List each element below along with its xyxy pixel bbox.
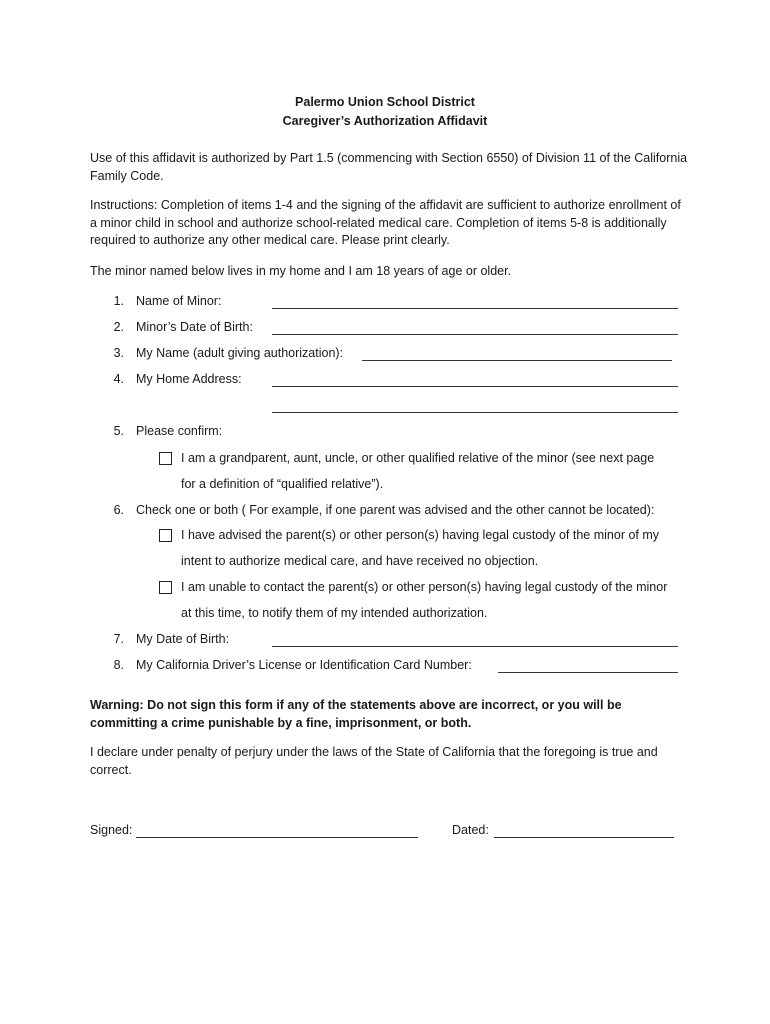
- authorization-paragraph: Use of this affidavit is authorized by Part 1.5 (commencing with Section 6550) of Division 11 of the California Family Code.: [90, 151, 688, 183]
- item-1-label: Name of Minor:: [136, 294, 222, 308]
- item-5-number: 5.: [113, 424, 124, 438]
- qualified-relative-checkbox[interactable]: [159, 452, 172, 465]
- item-6-label: Check one or both ( For example, if one parent was advised and the other cannot be located):: [136, 503, 655, 517]
- name-of-minor-field[interactable]: [272, 308, 678, 309]
- instructions-paragraph: Instructions: Completion of items 1-4 and the signing of the affidavit are sufficient to authorize enrollment of a minor child in school and authorize school-related medical care. Completion of items 5-8 is additionally required to authorize any other medical care. Please print clearly.: [90, 198, 681, 247]
- item-7-number: 7.: [113, 632, 124, 646]
- item-5-label: Please confirm:: [136, 424, 223, 438]
- advised-parents-text-line-2: intent to authorize medical care, and have received no objection.: [181, 554, 539, 568]
- unable-to-contact-text-line-1: I am unable to contact the parent(s) or other person(s) having legal custody of the minor: [181, 580, 668, 594]
- license-number-field[interactable]: [498, 672, 678, 673]
- perjury-declaration: I declare under penalty of perjury under the laws of the State of California that the foregoing is true and correct.: [90, 745, 658, 777]
- item-4-label: My Home Address:: [136, 372, 242, 386]
- item-8-label: My California Driver’s License or Identification Card Number:: [136, 658, 472, 672]
- qualified-relative-text-line-2: for a definition of “qualified relative”).: [181, 477, 384, 491]
- minor-dob-field[interactable]: [272, 334, 678, 335]
- dated-label: Dated:: [452, 823, 489, 837]
- home-address-field-line-1[interactable]: [272, 386, 678, 387]
- warning-text: Warning: Do not sign this form if any of the statements above are incorrect, or you will be committing a crime punishable by a fine, imprisonment, or both.: [90, 698, 622, 730]
- home-address-field-line-2[interactable]: [272, 412, 678, 413]
- signature-field[interactable]: [136, 837, 418, 838]
- item-2-label: Minor’s Date of Birth:: [136, 320, 253, 334]
- item-2-number: 2.: [113, 320, 124, 334]
- my-name-field[interactable]: [362, 360, 672, 361]
- item-8-number: 8.: [113, 658, 124, 672]
- residence-statement: The minor named below lives in my home and I am 18 years of age or older.: [90, 264, 512, 278]
- qualified-relative-text-line-1: I am a grandparent, aunt, uncle, or other qualified relative of the minor (see next page: [181, 451, 655, 465]
- unable-to-contact-text-line-2: at this time, to notify them of my intended authorization.: [181, 606, 488, 620]
- item-3-number: 3.: [113, 346, 124, 360]
- item-3-label: My Name (adult giving authorization):: [136, 346, 344, 360]
- signed-label: Signed:: [90, 823, 133, 837]
- form-title: Caregiver’s Authorization Affidavit: [282, 114, 488, 128]
- item-1-number: 1.: [113, 294, 124, 308]
- item-7-label: My Date of Birth:: [136, 632, 230, 646]
- item-6-number: 6.: [113, 503, 124, 517]
- unable-to-contact-checkbox[interactable]: [159, 581, 172, 594]
- item-4-number: 4.: [113, 372, 124, 386]
- my-dob-field[interactable]: [272, 646, 678, 647]
- advised-parents-checkbox[interactable]: [159, 529, 172, 542]
- district-name: Palermo Union School District: [295, 95, 475, 109]
- date-field[interactable]: [494, 837, 674, 838]
- advised-parents-text-line-1: I have advised the parent(s) or other person(s) having legal custody of the minor of my: [181, 528, 660, 542]
